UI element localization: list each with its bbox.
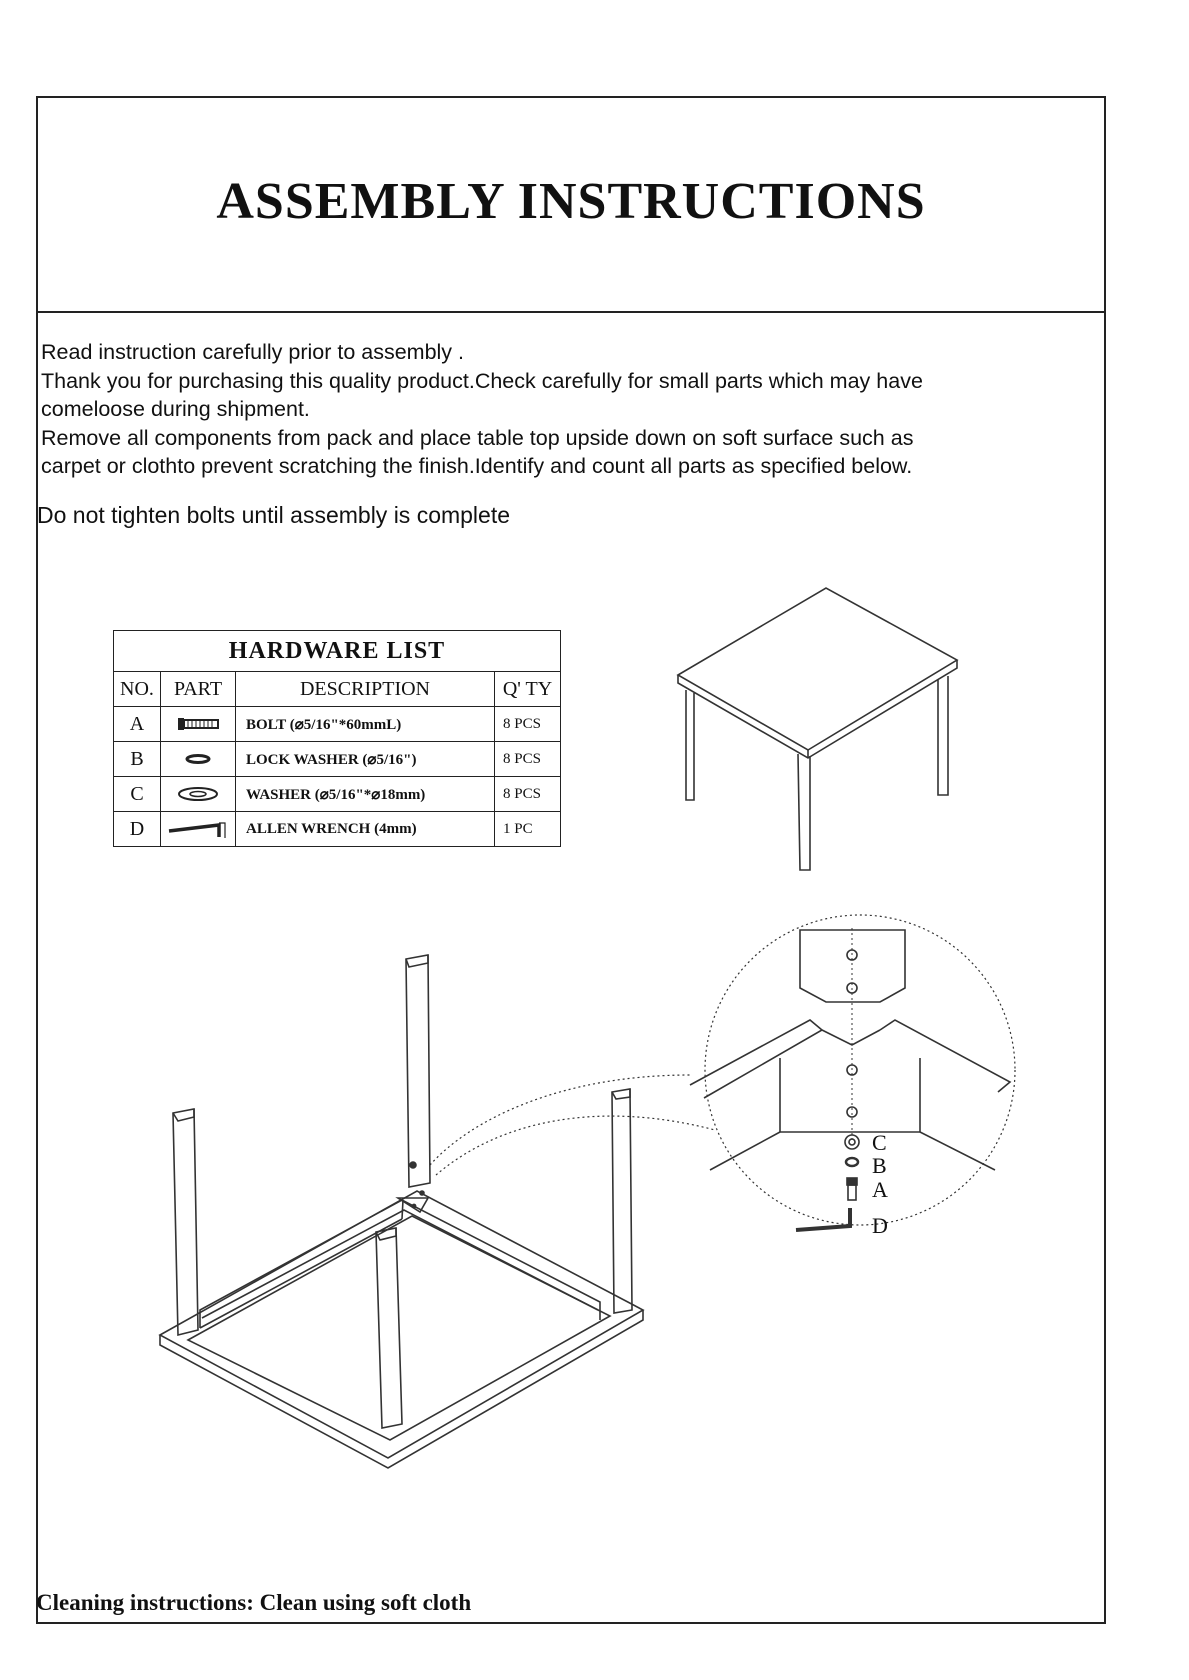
detail-magnified-drawing	[690, 928, 1010, 1230]
part-description: BOLT (⌀5/16"*60mmL)	[236, 707, 495, 742]
hardware-list-caption: HARDWARE LIST	[114, 631, 561, 672]
cleaning-instructions: Cleaning instructions: Clean using soft cloth	[36, 1590, 472, 1615]
detail-callout	[430, 915, 1015, 1225]
label-d: D	[872, 1213, 888, 1238]
header-qty: Q' TY	[495, 672, 561, 707]
assembled-table-drawing	[678, 588, 957, 870]
header-part: PART	[161, 672, 236, 707]
intro-line: Thank you for purchasing this quality product.Check carefully for small parts which may have	[41, 368, 923, 393]
part-no: C	[114, 777, 161, 812]
part-qty: 8 PCS	[495, 742, 561, 777]
part-description: WASHER (⌀5/16"*⌀18mm)	[236, 777, 495, 812]
intro-line: Read instruction carefully prior to assembly .	[41, 340, 465, 364]
label-c: C	[872, 1130, 887, 1155]
tighten-warning: Do not tighten bolts until assembly is complete	[37, 502, 511, 528]
part-qty: 8 PCS	[495, 707, 561, 742]
intro-line: comeloose during shipment.	[41, 397, 310, 421]
part-no: A	[114, 707, 161, 742]
part-qty: 1 PC	[495, 812, 561, 847]
upside-down-table-drawing	[160, 955, 643, 1468]
part-description: LOCK WASHER (⌀5/16")	[236, 742, 495, 777]
part-no: D	[114, 812, 161, 847]
part-no: B	[114, 742, 161, 777]
intro-line: Remove all components from pack and place table top upside down on soft surface such as	[41, 425, 914, 450]
label-b: B	[872, 1153, 887, 1178]
header-no: NO.	[114, 672, 161, 707]
header-description: DESCRIPTION	[236, 672, 495, 707]
page-title: ASSEMBLY INSTRUCTIONS	[216, 173, 926, 230]
part-description: ALLEN WRENCH (4mm)	[236, 812, 495, 847]
part-qty: 8 PCS	[495, 777, 561, 812]
intro-line: carpet or clothto prevent scratching the finish.Identify and count all parts as specified below.	[41, 454, 913, 478]
label-a: A	[872, 1177, 888, 1202]
